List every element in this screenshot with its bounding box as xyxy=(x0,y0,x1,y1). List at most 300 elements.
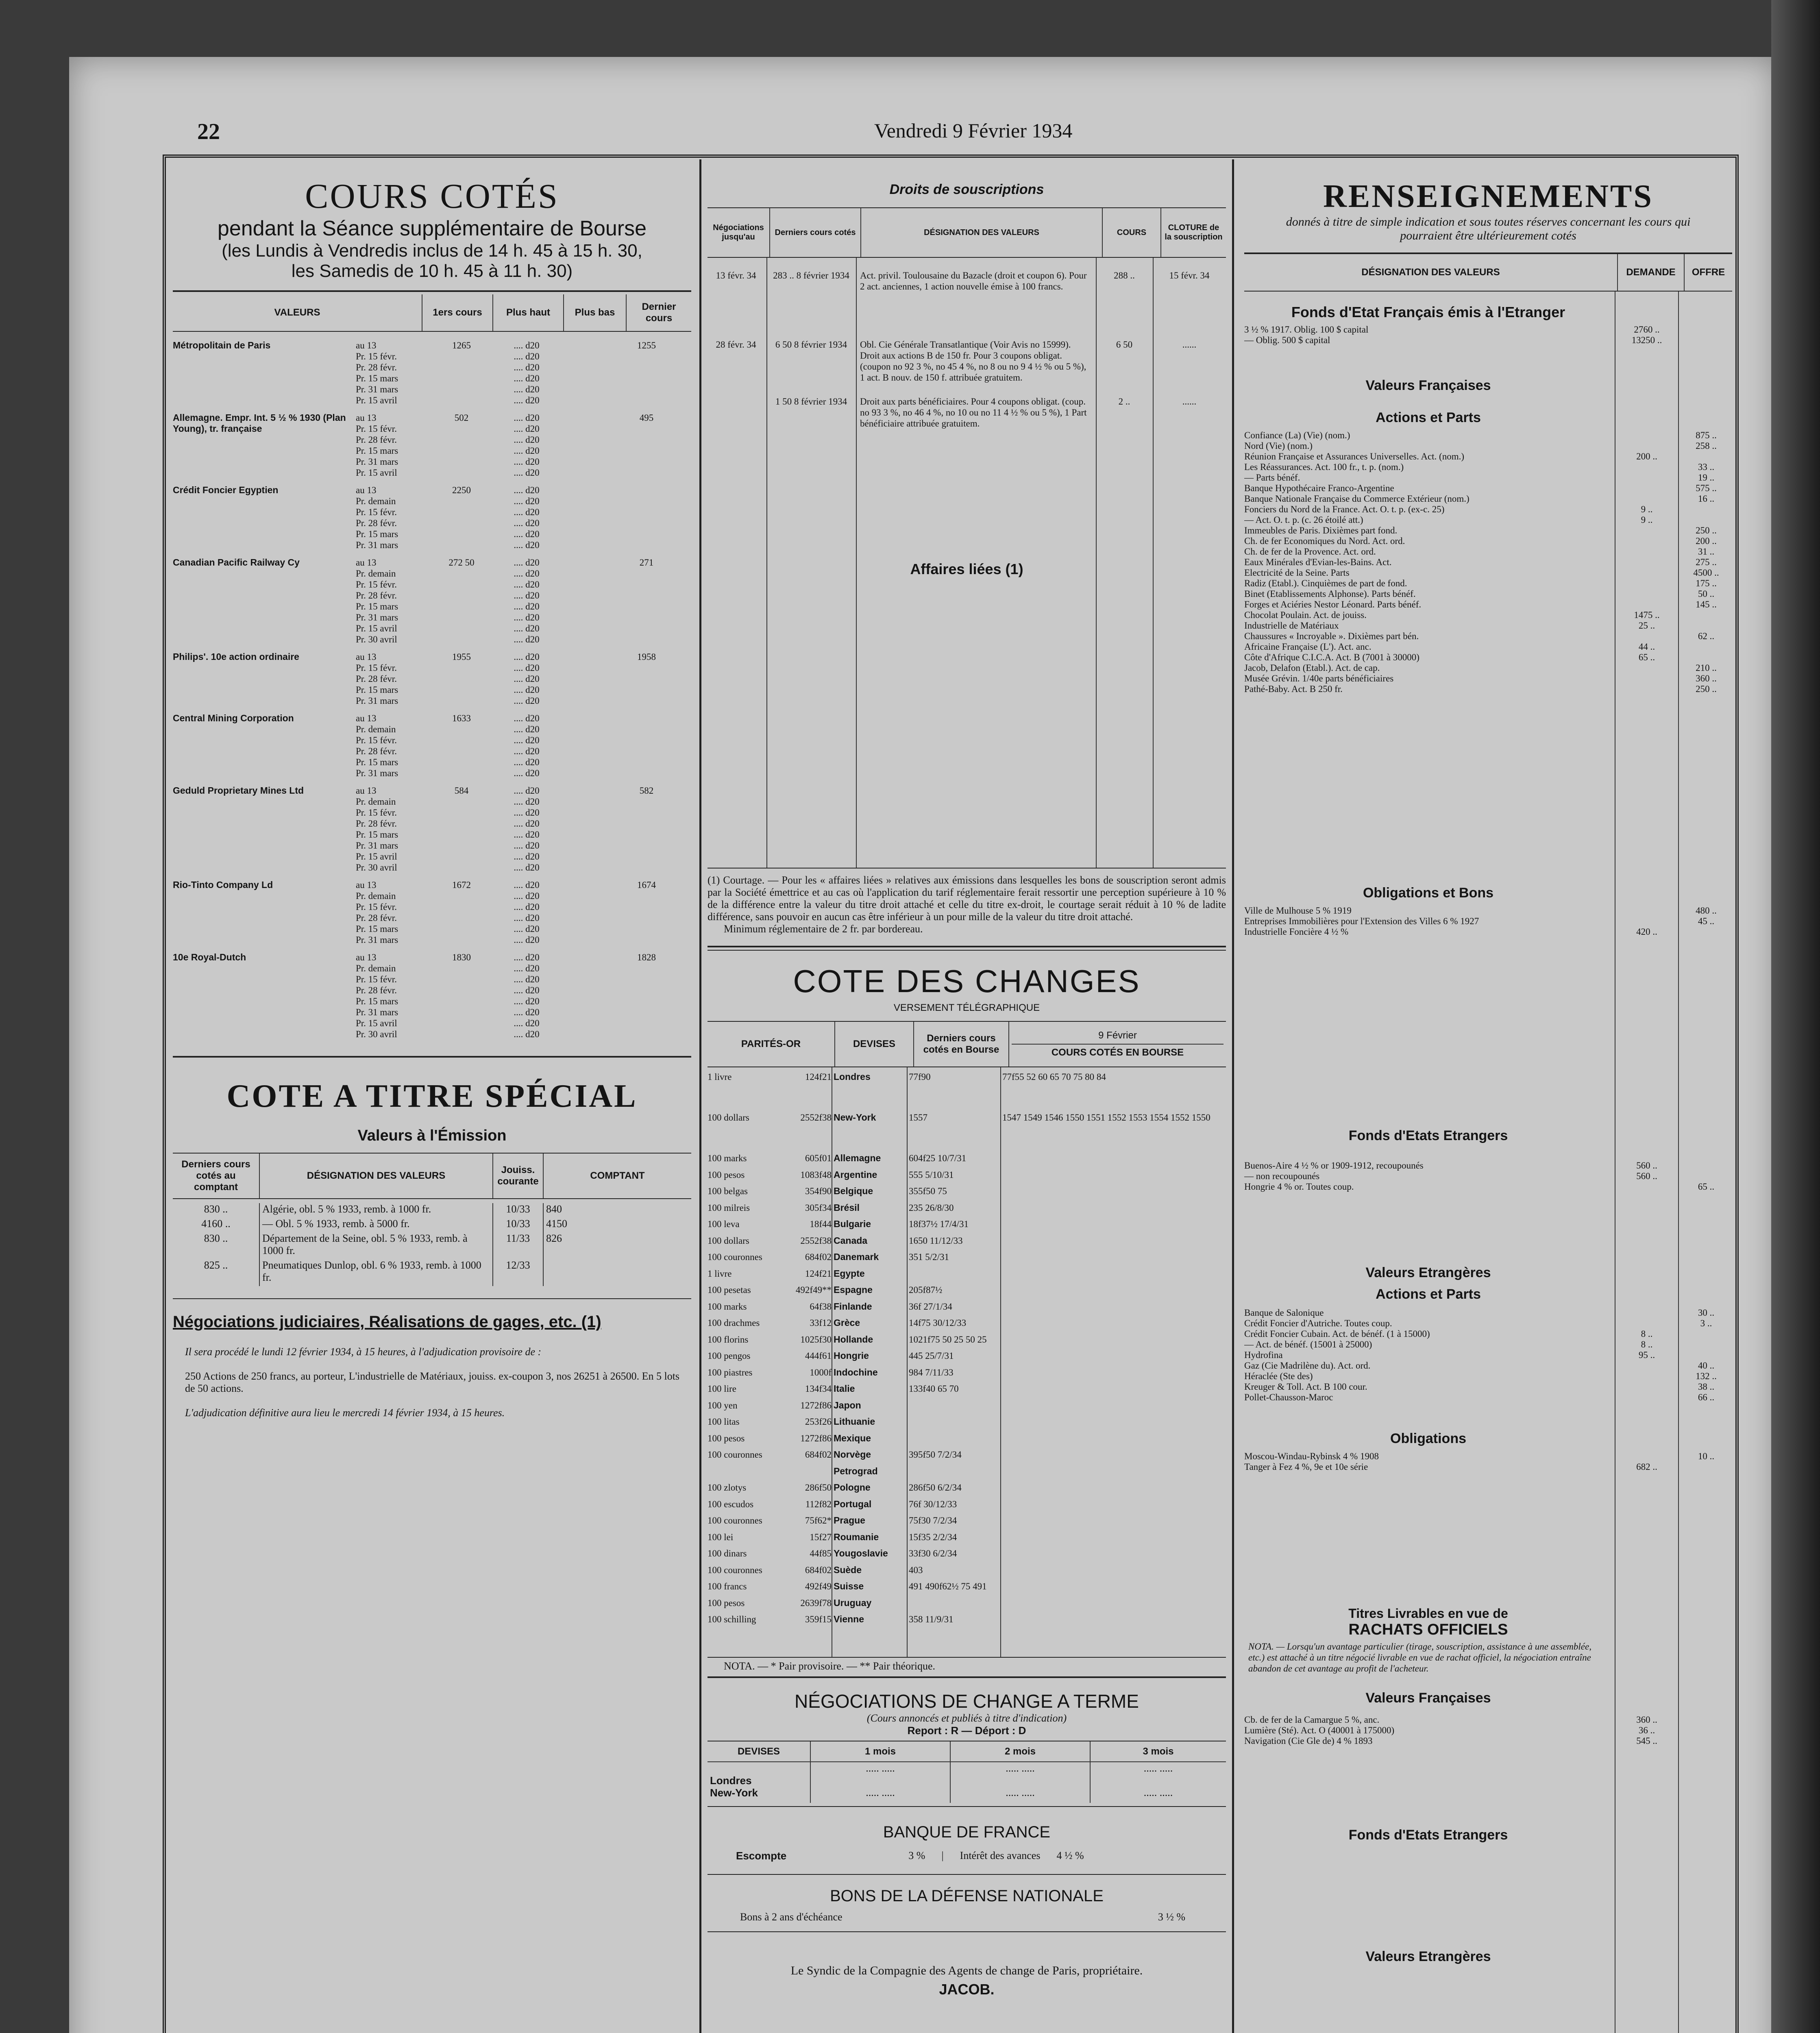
valeur-name: Canadian Pacific Railway Cy xyxy=(173,557,300,568)
parite-unit: 100 zlotys xyxy=(708,1482,747,1493)
offre: 275 .. xyxy=(1696,557,1717,567)
cote-special-prev: 4160 .. xyxy=(201,1218,231,1230)
renseignements-row xyxy=(1244,578,1732,588)
parite-unit: 100 belgas xyxy=(708,1186,748,1196)
term-label: Pr. 15 févr. xyxy=(356,424,397,434)
cours-cotes-hours: (les Lundis à Vendredis inclus de 14 h. 45 à 15 h. 30, xyxy=(222,241,642,261)
col-cours: COURS xyxy=(1102,208,1161,257)
demande: 65 .. xyxy=(1638,652,1655,662)
term-label: Pr. 15 avril xyxy=(356,468,397,478)
changes-row xyxy=(708,1400,1226,1417)
offre: 50 .. xyxy=(1698,589,1715,599)
affaires-liees: Affaires liées (1) xyxy=(910,561,1023,577)
devise: Norvège xyxy=(834,1449,871,1460)
col-comptant: COMPTANT xyxy=(543,1154,691,1198)
devise: Japon xyxy=(834,1400,861,1410)
parite-value: 492f49 xyxy=(805,1581,832,1591)
term-label: Pr. demain xyxy=(356,568,396,579)
renseignements-row xyxy=(1244,1328,1732,1339)
renseignements-row xyxy=(1244,483,1732,493)
term-label: Pr. 28 févr. xyxy=(356,746,397,756)
changes-row xyxy=(708,1449,1226,1466)
left-column xyxy=(173,159,691,2033)
parite-unit: 100 escudos xyxy=(708,1499,754,1509)
valeur-name: Banque de Salonique xyxy=(1244,1308,1324,1318)
cours-cotes: 77f55 52 60 65 70 75 80 84 xyxy=(1002,1072,1106,1082)
changes-row xyxy=(708,1202,1226,1219)
renseignements-row xyxy=(1244,673,1732,683)
renseignements-row xyxy=(1244,599,1732,609)
offre: 62 .. xyxy=(1698,631,1715,641)
col-demande: DEMANDE xyxy=(1618,254,1684,291)
changes-row xyxy=(708,1112,1226,1153)
cours-cotes-header xyxy=(173,294,691,331)
valeur-name: Forges et Aciéries Nestor Léonard. Parts bénéf. xyxy=(1244,599,1422,609)
avances-value: 4 ½ % xyxy=(1056,1850,1084,1861)
negociations-title: Négociations judiciaires, Réalisations de gages, etc. (1) xyxy=(173,1313,601,1331)
cote-special-name: Algérie, obl. 5 % 1933, remb. à 1000 fr. xyxy=(259,1203,493,1218)
changes-row xyxy=(708,1548,1226,1565)
droits-name: Obl. Cie Générale Transatlantique (Voir Avis no 15999). Droit aux actions B de 150 fr. Pour 3 coupons obligat. (coupon no 92 3 %, no 45 4 %, no 8 ou no 9 4 ½ % ou 5 %), 1 act. B nouv. de 150 f. attribuée gratuitem. xyxy=(860,340,1086,383)
term-label: Pr. 31 mars xyxy=(356,612,398,623)
term-label: Pr. 28 févr. xyxy=(356,985,397,995)
valeur-name: Industrielle Foncière 4 ½ % xyxy=(1244,927,1349,937)
renseignements-row xyxy=(1244,683,1732,694)
valeur-name: Allemagne. Empr. Int. 5 ½ % 1930 (Plan Young), tr. française xyxy=(173,412,346,434)
term-label: au 13 xyxy=(356,786,377,796)
term-label: Pr. 15 févr. xyxy=(356,663,397,673)
cours-cotes-row: 10e Royal-Dutch au 13 Pr. demain Pr. 15 févr. Pr. 28 févr. Pr. 15 mars Pr. 31 mars Pr. 15 avril Pr. 30 avril 1830 .... d20 .... d20 .... d20 .... d20 .... d20 .... d20 .... d20 .... d20 1828 xyxy=(173,952,691,1040)
droits-prev: 6 50 8 février 1934 xyxy=(775,340,847,350)
term-label: Pr. 15 mars xyxy=(356,757,398,767)
changes-row xyxy=(708,1284,1226,1301)
section-heading: RACHATS OFFICIELS xyxy=(1348,1621,1508,1638)
parite-unit: 100 pesos xyxy=(708,1169,745,1180)
page-number: 22 xyxy=(197,119,220,144)
parite-value: 359f15 xyxy=(805,1614,832,1624)
demande: 560 .. xyxy=(1636,1171,1657,1181)
parite-value: 15f27 xyxy=(810,1532,832,1542)
imprint-name: JACOB. xyxy=(939,1981,995,1998)
renseignements-row xyxy=(1244,1339,1732,1350)
offre: 31 .. xyxy=(1698,546,1715,557)
renseignements-row xyxy=(1244,535,1732,546)
term-label: Pr. 15 févr. xyxy=(356,808,397,818)
cours-cotes-hours-2: les Samedis de 10 h. 45 à 11 h. 30) xyxy=(291,261,573,281)
valeur-name: Chaussures « Incroyable ». Dixièmes part bén. xyxy=(1244,631,1419,641)
valeur-name: Héraclée (Ste des) xyxy=(1244,1371,1313,1381)
first-price: 272 50 xyxy=(448,557,475,568)
changes-row xyxy=(708,1153,1226,1169)
offre: 4500 .. xyxy=(1693,568,1719,578)
renseignements-row xyxy=(1244,1350,1732,1360)
renseignements-row xyxy=(1244,430,1732,440)
parite-value: 1000f xyxy=(810,1367,832,1378)
devise: Canada xyxy=(834,1235,868,1246)
dernier-cours: 358 11/9/31 xyxy=(909,1614,954,1624)
valeur-name: — Act. O. t. p. (c. 26 étoilé att.) xyxy=(1244,515,1363,525)
changes-header xyxy=(708,1022,1226,1067)
section-heading: Fonds d'Etat Français émis à l'Etranger xyxy=(1291,304,1565,320)
valeur-name: Réunion Française et Assurances Universelles. Act. (nom.) xyxy=(1244,451,1465,461)
valeur-name: — Act. de bénéf. (15001 à 25000) xyxy=(1244,1339,1372,1350)
terme-legend: Report : R — Déport : D xyxy=(907,1724,1026,1737)
parite-value: 124f21 xyxy=(805,1072,832,1082)
valeur-name: Cb. de fer de la Camargue 5 %, anc. xyxy=(1244,1715,1380,1725)
offre: 65 .. xyxy=(1698,1182,1715,1192)
col-valeurs: VALEURS xyxy=(274,307,320,318)
escompte-value: 3 % xyxy=(908,1850,925,1861)
col-designation: DÉSIGNATION DES VALEURS xyxy=(1361,267,1500,278)
offre: 33 .. xyxy=(1698,462,1715,472)
changes-subtitle: VERSEMENT TÉLÉGRAPHIQUE xyxy=(893,1002,1040,1013)
dernier-cours: 1021f75 50 25 50 25 xyxy=(909,1334,987,1345)
parite-value: 444f61 xyxy=(805,1351,832,1361)
valeur-name: Binet (Etablissements Alphonse). Parts bénéf. xyxy=(1244,589,1416,599)
changes-row xyxy=(708,1367,1226,1384)
demande: 44 .. xyxy=(1638,642,1655,652)
first-price: 1955 xyxy=(452,652,471,662)
term-label: Pr. demain xyxy=(356,891,396,901)
cours-cotes-subtitle: pendant la Séance supplémentaire de Bourse xyxy=(217,217,647,240)
last-price: 495 xyxy=(639,413,654,423)
parite-unit: 100 marks xyxy=(708,1301,747,1312)
renseignements-row xyxy=(1244,1181,1732,1192)
cote-special-prev: 825 .. xyxy=(204,1259,228,1271)
term-label: Pr. 15 févr. xyxy=(356,351,397,361)
term-label: Pr. 28 févr. xyxy=(356,674,397,684)
banque-title: BANQUE DE FRANCE xyxy=(883,1823,1051,1841)
first-price: 584 xyxy=(454,786,469,796)
offre: 3 .. xyxy=(1700,1318,1712,1328)
parite-value: 684f02 xyxy=(805,1252,832,1262)
term-label: Pr. 31 mars xyxy=(356,1007,398,1017)
devise: Indochine xyxy=(834,1367,878,1378)
term-label: Pr. 15 avril xyxy=(356,1018,397,1028)
term-label: au 13 xyxy=(356,340,377,350)
term-label: au 13 xyxy=(356,880,377,890)
valeur-name: Les Réassurances. Act. 100 fr., t. p. (nom.) xyxy=(1244,462,1404,472)
page-binding-edge xyxy=(1771,0,1820,2033)
valeur-name: Métropolitain de Paris xyxy=(173,340,271,350)
changes-rows xyxy=(708,1071,1226,1630)
courtage-minimum: Minimum réglementaire de 2 fr. par bordereau. xyxy=(724,923,923,935)
parite-value: 684f02 xyxy=(805,1450,832,1460)
devise: Espagne xyxy=(834,1284,873,1295)
cote-special-val xyxy=(543,1259,691,1286)
valeur-name: Chocolat Poulain. Act. de jouiss. xyxy=(1244,610,1367,620)
offre: 480 .. xyxy=(1696,905,1717,916)
dernier-cours: 351 5/2/31 xyxy=(909,1252,949,1262)
demande: 13250 .. xyxy=(1631,335,1662,345)
valeur-name: Pollet-Chausson-Maroc xyxy=(1244,1392,1333,1402)
valeur-name: Nord (Vie) (nom.) xyxy=(1244,441,1313,451)
cote-special-name: Pneumatiques Dunlop, obl. 6 % 1933, remb. à 1000 fr. xyxy=(259,1259,493,1286)
renseignements-row xyxy=(1244,609,1732,620)
demande: 9 .. xyxy=(1641,504,1653,514)
first-price: 1265 xyxy=(452,340,471,350)
changes-row xyxy=(708,1416,1226,1433)
valeur-name: Ch. de fer Economiques du Nord. Act. ord. xyxy=(1244,536,1405,546)
escompte-label: Escompte xyxy=(736,1850,787,1862)
dernier-cours: 133f40 65 70 xyxy=(909,1384,959,1394)
valeur-name: Tanger à Fez 4 %, 9e et 10e série xyxy=(1244,1462,1368,1472)
cote-special-val: 4150 xyxy=(543,1218,691,1232)
valeur-name: Ch. de fer de la Provence. Act. ord. xyxy=(1244,546,1376,557)
first-price: 502 xyxy=(454,413,469,423)
renseignements-row xyxy=(1244,525,1732,535)
offre: 250 .. xyxy=(1696,525,1717,535)
devise: Pologne xyxy=(834,1482,871,1493)
offre: 360 .. xyxy=(1696,673,1717,683)
devise: Roumanie xyxy=(834,1531,879,1542)
dernier-cours: 33f30 6/2/34 xyxy=(909,1548,957,1558)
droits-prev: 1 50 8 février 1934 xyxy=(775,396,847,407)
section-heading: Valeurs Etrangères xyxy=(1365,1265,1491,1280)
right-column xyxy=(1244,159,1732,2033)
parite-value: 2552f38 xyxy=(800,1112,832,1123)
cote-special-name: Département de la Seine, obl. 5 % 1933, remb. à 1000 fr. xyxy=(259,1232,493,1259)
banque-rates: Escompte 3 % | Intérêt des avances 4 ½ % xyxy=(736,1850,1084,1862)
devise: Portugal xyxy=(834,1498,872,1509)
parite-value: 286f50 xyxy=(805,1482,832,1493)
valeur-name: Rio-Tinto Company Ld xyxy=(173,879,273,890)
parite-unit: 1 livre xyxy=(708,1072,732,1082)
term-label: Pr. 15 mars xyxy=(356,685,398,695)
dernier-cours: 235 26/8/30 xyxy=(909,1202,954,1213)
valeur-name: Philips'. 10e action ordinaire xyxy=(173,651,299,662)
dernier-cours: 984 7/11/33 xyxy=(909,1367,954,1378)
dernier-cours: 355f50 75 xyxy=(909,1186,947,1196)
renseignements-row xyxy=(1244,905,1732,916)
dernier-cours: 491 490f62½ 75 491 xyxy=(909,1581,987,1591)
changes-row xyxy=(708,1515,1226,1532)
changes-row xyxy=(708,1071,1226,1112)
term-label: Pr. 15 mars xyxy=(356,529,398,539)
offre: 132 .. xyxy=(1696,1371,1717,1381)
parite-unit: 100 schilling xyxy=(708,1614,756,1624)
cours-cotes-row: Central Mining Corporation au 13 Pr. demain Pr. 15 févr. Pr. 28 févr. Pr. 15 mars Pr. 31 mars 1633 .... d20 .... d20 .... d20 .... d20 .... d20 .... d20 xyxy=(173,713,691,779)
renseignements-row xyxy=(1244,1451,1732,1461)
valeur-name: Pathé-Baby. Act. B 250 fr. xyxy=(1244,684,1343,694)
devise: Bulgarie xyxy=(834,1219,871,1229)
cote-special-name: — Obl. 5 % 1933, remb. à 5000 fr. xyxy=(259,1218,493,1232)
valeur-name: Radiz (Etabl.). Cinquièmes de part de fond. xyxy=(1244,578,1407,588)
offre: 10 .. xyxy=(1698,1451,1715,1461)
renseignements-row xyxy=(1244,1392,1732,1402)
cote-special-row xyxy=(173,1218,691,1232)
changes-row xyxy=(708,1499,1226,1515)
term-label: au 13 xyxy=(356,557,377,568)
section-heading: Fonds d'Etats Etrangers xyxy=(1348,1827,1508,1843)
bons-label: Bons à 2 ans d'échéance xyxy=(740,1911,843,1923)
changes-body xyxy=(708,1067,1226,1657)
droits-cours: 6 50 xyxy=(1116,340,1133,350)
renseignements-row xyxy=(1244,1725,1732,1735)
valeur-name: Banque Hypothécaire Franco-Argentine xyxy=(1244,483,1394,493)
changes-row xyxy=(708,1466,1226,1482)
devise: Finlande xyxy=(834,1301,872,1312)
term-label: Pr. 31 mars xyxy=(356,540,398,550)
term-label: Pr. 15 févr. xyxy=(356,902,397,912)
parite-value: 134f34 xyxy=(805,1384,832,1394)
col-offre: OFFRE xyxy=(1684,254,1732,291)
offre: 200 .. xyxy=(1696,536,1717,546)
devise: Allemagne xyxy=(834,1153,881,1163)
dernier-cours: 77f90 xyxy=(909,1072,931,1082)
cote-special-jouiss: 12/33 xyxy=(493,1259,543,1286)
parite-value: 305f34 xyxy=(805,1202,832,1213)
section-heading: Valeurs Françaises xyxy=(1365,378,1491,393)
cote-special-prev: 830 .. xyxy=(204,1232,228,1244)
section-heading: Titres Livrables en vue de xyxy=(1348,1606,1508,1621)
demande: 1475 .. xyxy=(1634,610,1660,620)
renseignements-row xyxy=(1244,631,1732,641)
changes-row xyxy=(708,1482,1226,1499)
col-premiers-cours: 1ers cours xyxy=(422,294,493,331)
cours-cotes: 1547 1549 1546 1550 1551 1552 1553 1554 1552 1550 xyxy=(1002,1112,1210,1123)
renseignements-row xyxy=(1244,652,1732,662)
term-label: au 13 xyxy=(356,713,377,723)
term-label: Pr. 31 mars xyxy=(356,840,398,851)
renseignements-body xyxy=(1244,292,1732,2033)
offre: 16 .. xyxy=(1698,494,1715,504)
parite-value: 33f12 xyxy=(810,1318,832,1328)
devise: Hongrie xyxy=(834,1350,869,1361)
parite-value: 112f82 xyxy=(805,1499,832,1509)
term-label: Pr. 15 mars xyxy=(356,924,398,934)
col-devises: DEVISES xyxy=(737,1746,780,1757)
valeur-name: 3 ½ % 1917. Oblig. 100 $ capital xyxy=(1244,324,1369,335)
renseignements-row xyxy=(1244,1318,1732,1328)
parite-unit: 100 lei xyxy=(708,1532,734,1542)
valeur-name: — Parts bénéf. xyxy=(1244,472,1300,483)
term-label: Pr. 15 févr. xyxy=(356,735,397,745)
parite-unit: 100 francs xyxy=(708,1581,747,1591)
droits-header xyxy=(708,208,1226,257)
parite-unit: 100 yen xyxy=(708,1400,738,1410)
renseignements-row xyxy=(1244,514,1732,525)
cours-cotes-title: COURS COTÉS xyxy=(305,176,559,215)
valeur-name: Central Mining Corporation xyxy=(173,713,294,723)
term-label: Pr. 15 févr. xyxy=(356,507,397,517)
changes-title: COTE DES CHANGES xyxy=(793,963,1141,999)
terme-subtitle: (Cours annoncés et publiés à titre d'indication) xyxy=(866,1712,1067,1724)
parite-unit: 100 pesos xyxy=(708,1433,745,1443)
demande: 36 .. xyxy=(1638,1725,1655,1735)
renseignements-row xyxy=(1244,1160,1732,1171)
renseignements-row xyxy=(1244,1714,1732,1725)
negociations-p3: L'adjudication définitive aura lieu le mercredi 14 février 1934, à 15 heures. xyxy=(185,1407,505,1419)
devise: Danemark xyxy=(834,1252,879,1262)
avances-label: Intérêt des avances xyxy=(960,1850,1041,1861)
valeur-name: Côte d'Afrique C.I.C.A. Act. B (7001 à 30000) xyxy=(1244,652,1419,662)
term-label: Pr. 15 mars xyxy=(356,996,398,1006)
dernier-cours: 15f35 2/2/34 xyxy=(909,1532,957,1542)
dernier-cours: 286f50 6/2/34 xyxy=(909,1482,962,1493)
cours-cotes-row: Canadian Pacific Railway Cy au 13 Pr. demain Pr. 15 févr. Pr. 28 févr. Pr. 15 mars Pr. 31 mars Pr. 15 avril Pr. 30 avril 272 50 .... d20 .... d20 .... d20 .... d20 .... d20 .... d20 .... d20 .... d20 271 xyxy=(173,557,691,645)
term-label: Pr. 31 mars xyxy=(356,457,398,467)
valeur-name: Fonciers du Nord de la France. Act. O. t. p. (ex-c. 25) xyxy=(1244,504,1445,514)
changes-row xyxy=(708,1598,1226,1614)
parite-unit: 100 pesetas xyxy=(708,1285,751,1295)
droits-until: 28 févr. 34 xyxy=(716,340,756,350)
section-heading: Fonds d'Etats Etrangers xyxy=(1348,1128,1508,1143)
devise: Uruguay xyxy=(834,1597,872,1608)
parite-value: 124f21 xyxy=(805,1268,832,1279)
section-heading: Actions et Parts xyxy=(1376,1286,1481,1302)
changes-row xyxy=(708,1565,1226,1581)
term-label: Pr. demain xyxy=(356,496,396,506)
parite-value: 1025f30 xyxy=(800,1334,832,1345)
term-label: Pr. demain xyxy=(356,963,396,973)
parite-unit: 100 lire xyxy=(708,1384,736,1394)
parite-value: 75f62* xyxy=(805,1515,832,1526)
last-price: 1828 xyxy=(637,952,656,962)
changes-row xyxy=(708,1433,1226,1450)
last-price xyxy=(616,713,677,779)
devise: Belgique xyxy=(834,1186,873,1196)
devise: Mexique xyxy=(834,1432,871,1443)
valeur-name: Ville de Mulhouse 5 % 1919 xyxy=(1244,905,1352,916)
renseignements-row xyxy=(1244,440,1732,451)
renseignements-row xyxy=(1244,546,1732,557)
dernier-cours: 14f75 30/12/33 xyxy=(909,1318,967,1328)
offre: 210 .. xyxy=(1696,663,1717,673)
term-label: Pr. 15 mars xyxy=(356,373,398,383)
changes-row xyxy=(708,1235,1226,1252)
renseignements-row xyxy=(1244,461,1732,472)
last-price: 1674 xyxy=(637,880,656,890)
parite-unit: 100 dinars xyxy=(708,1548,747,1558)
demande: 9 .. xyxy=(1641,515,1653,525)
renseignements-row xyxy=(1244,588,1732,599)
term-label: Pr. 31 mars xyxy=(356,384,398,394)
parite-unit: 100 couronnes xyxy=(708,1450,762,1460)
cote-special-row xyxy=(173,1203,691,1218)
cours-cotes-row: Rio-Tinto Company Ld au 13 Pr. demain Pr. 15 févr. Pr. 28 févr. Pr. 15 mars Pr. 31 mars 1672 .... d20 .... d20 .... d20 .... d20 .... d20 .... d20 1674 xyxy=(173,879,691,945)
term-label: Pr. 28 févr. xyxy=(356,435,397,445)
valeur-name: Crédit Foncier Egyptien xyxy=(173,485,279,495)
col-derniers-cours: Derniers cours cotés xyxy=(770,208,861,257)
term-label: Pr. 28 févr. xyxy=(356,818,397,829)
changes-row xyxy=(708,1532,1226,1548)
bons-title: BONS DE LA DÉFENSE NATIONALE xyxy=(830,1887,1104,1905)
valeur-name: Geduld Proprietary Mines Ltd xyxy=(173,785,304,796)
devise: Petrograd xyxy=(834,1465,878,1476)
valeur-name: — Oblig. 500 $ capital xyxy=(1244,335,1330,345)
section-heading: Obligations xyxy=(1390,1431,1466,1446)
dernier-cours: 445 25/7/31 xyxy=(909,1351,954,1361)
droits-name: Droit aux parts bénéficiaires. Pour 4 coupons obligat. (coup. no 93 3 %, no 46 4 %, no 10 ou no 11 4 ½ % ou 5 %), 1 Part bénéficiaire attribuée gratuitem. xyxy=(860,396,1087,429)
valeur-name: Lumière (Sté). Act. O (40001 à 175000) xyxy=(1244,1725,1395,1735)
cote-special-subtitle: Valeurs à l'Émission xyxy=(357,1127,507,1144)
parite-unit: 100 drachmes xyxy=(708,1318,760,1328)
droits-name: Act. privil. Toulousaine du Bazacle (droit et coupon 6). Pour 2 act. anciennes, 1 action nouvelle émise à 100 francs. xyxy=(860,270,1087,292)
changes-row xyxy=(708,1252,1226,1268)
first-price: 2250 xyxy=(452,485,471,495)
term-label: Pr. 15 avril xyxy=(356,851,397,862)
parite-value: 18f44 xyxy=(810,1219,832,1229)
terme-title: NÉGOCIATIONS DE CHANGE A TERME xyxy=(795,1691,1139,1712)
devise: Grèce xyxy=(834,1317,860,1328)
cote-special-title: COTE A TITRE SPÉCIAL xyxy=(226,1078,638,1114)
parite-value: 354f90 xyxy=(805,1186,832,1196)
parite-value: 1083f48 xyxy=(800,1169,832,1180)
parite-value: 605f01 xyxy=(805,1153,832,1163)
imprint-line: Le Syndic de la Compagnie des Agents de change de Paris, propriétaire. xyxy=(790,1964,1143,1977)
col-derniers-cours: Derniers cours cotés au comptant xyxy=(181,1159,250,1193)
